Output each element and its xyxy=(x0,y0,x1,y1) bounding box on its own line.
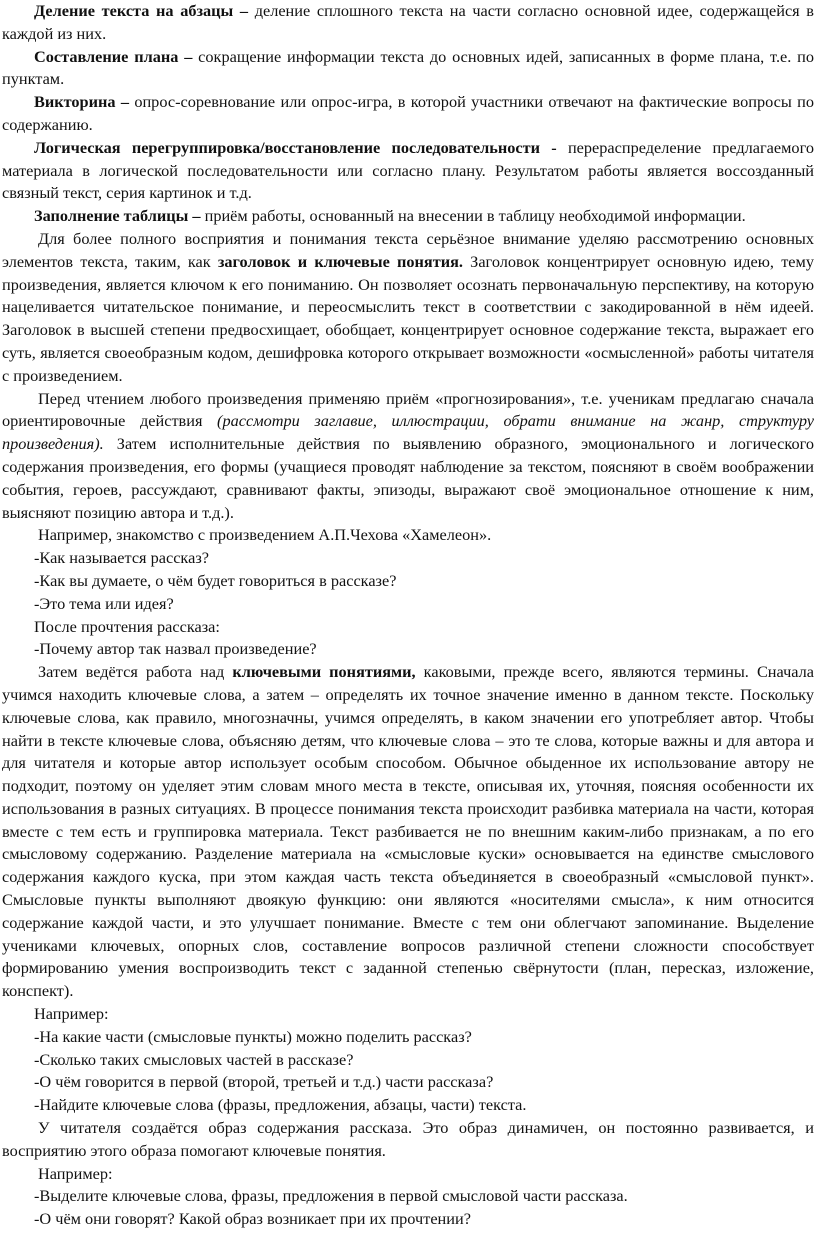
definition-paragraph xyxy=(2,205,814,228)
definition-paragraph xyxy=(2,0,814,46)
definition-text: приём работы, основанный на внесении в таблицу необходимой информации. xyxy=(200,206,746,226)
question-line: -На какие части (смысловые пункты) можно поделить рассказ? xyxy=(34,1026,472,1046)
definition-term: Логическая перегруппировка/восстановление последовательности - xyxy=(34,137,557,157)
definition-term: Составление плана – xyxy=(34,46,193,66)
text-run: Заголовок концентрирует основную идею, тему произведения, является ключом к его пониманию. Он позволяет осознать первоначальную перспективу, на которую нацеливается читательское понимание, и переосмыслить текст в соответствии с закодированной в нём идеей. Заголовок в высшей степени предвосхищает, обобщает, концентрирует основное содержание текста, выражает его суть, является своеобразным кодом, дешифровка которого открывает возможности «осмысленной» работы читателя с произведением. xyxy=(2,251,814,385)
text-run: Затем исполнительные действия по выявлению образного, эмоционального и логического содержания произведения, его формы (учащиеся проводят наблюдение за текстом, поясняют в своём воображении события, героев, рассуждают, сравнивают факты, эпизоды, выражают своё эмоциональное отношение к ним, выясняют позицию автора и т.д.). xyxy=(2,434,814,522)
bold-phrase: ключевыми понятиями, xyxy=(232,662,416,682)
definition-term: Заполнение таблицы – xyxy=(34,206,201,226)
definition-paragraph xyxy=(2,91,814,137)
question-line: -О чём говорится в первой (второй, третьей и т.д.) части рассказа? xyxy=(34,1072,494,1092)
image-paragraph: У читателя создаётся образ содержания рассказа. Это образ динамичен, он постоянно развивается, и восприятию этого образа помогают ключевые понятия. xyxy=(2,1118,814,1160)
definition-text: опрос-соревнование или опрос-игра, в которой участники отвечают на фактические вопросы по содержанию. xyxy=(2,92,814,134)
question-line: -Почему автор так назвал произведение? xyxy=(34,639,317,659)
question-line: -Как вы думаете, о чём будет говориться в рассказе? xyxy=(34,570,397,590)
keywords-paragraph xyxy=(2,661,814,1003)
question-line: -Сколько таких смысловых частей в рассказе? xyxy=(34,1049,354,1069)
bold-phrase: заголовок и ключевые понятия. xyxy=(217,251,463,271)
title-paragraph xyxy=(2,228,814,388)
definition-text: сокращение информации текста до основных идей, записанных в форме плана, т.е. по пунктам. xyxy=(2,46,814,89)
question-line: -Как называется рассказ? xyxy=(34,548,209,568)
definition-term: Викторина – xyxy=(34,92,129,112)
question-line: -Это тема или идея? xyxy=(34,593,174,613)
forecast-paragraph xyxy=(2,388,814,525)
italic-phrase: (рассмотри заглавие, иллюстрации, обрати внимание на жанр, структуру произведения). xyxy=(2,411,815,454)
text-run: каковыми, прежде всего, являются термины. Сначала учимся находить ключевые слова, а затем – определять их точное значение именно в данном тексте. Поскольку ключевые слова, как правило, многозначны, учимся определять, в каком значении его употребляет автор. Чтобы найти в тексте ключевые слова, объясняю детям, что ключевые слова – это те слова, которые важны и для автора и для читателя и которые автор использует особым способом. Обычное обыденное их использование автору не подходит, поэтому он уделяет этим словам много места в тексте, описывая их, уточняя, поясняя особенности их использования в разных ситуациях. В процессе понимания текста происходит разбивка материала на части, которая вместе с тем есть и группировка материала. Текст разбивается не по внешним каким-либо признакам, а по его смысловому содержанию. Разделение материала на «смысловые куски» основывается на единстве смыслового содержания каждого куска, при этом каждая часть текста объединяется в своеобразный «смысловой пункт». Смысловые пункты выполняют двоякую функцию: они являются «носителями смысла», к ним относится содержание каждой части, и это улучшает понимание. Вместе с тем они облегчают запоминание. Выделение учениками ключевых, опорных слов, составление вопросов различной степени сложности способствует формированию умения воспроизводить текст с заданной степенью свёрнутости (план, пересказ, изложение, конспект). xyxy=(2,662,814,1001)
example-intro: Например: xyxy=(34,1004,109,1024)
question-line: -Найдите ключевые слова (фразы, предложения, абзацы, части) текста. xyxy=(34,1095,527,1115)
example-intro: Например: xyxy=(38,1163,113,1183)
question-line: -О чём они говорят? Какой образ возникает при их прочтении? xyxy=(34,1209,471,1229)
definition-paragraph xyxy=(2,137,814,205)
definition-term: Деление текста на абзацы – xyxy=(34,1,249,20)
definition-text: деление сплошного текста на части согласно основной идее, содержащейся в каждой из них. xyxy=(2,1,814,43)
text-run: Затем ведётся работа над xyxy=(38,662,233,682)
example-intro: Например, знакомство с произведением А.П.Чехова «Хамелеон». xyxy=(38,525,492,545)
example-note: После прочтения рассказа: xyxy=(34,616,220,636)
definition-paragraph xyxy=(2,46,814,92)
text-run: Перед чтением любого произведения применяю приём «прогнозирования», т.е. ученикам предлагаю сначала ориентировочные действия xyxy=(2,388,814,431)
definition-text: перераспределение предлагаемого материала в логической последовательности или согласно плану. Результатом работы является воссозданный связный текст, серия картинок и т.д. xyxy=(2,137,814,203)
text-run: Для более полного восприятия и понимания текста серьёзное внимание уделяю рассмотрению основных элементов текста, таким, как xyxy=(2,228,814,271)
question-line: -Выделите ключевые слова, фразы, предложения в первой смысловой части рассказа. xyxy=(34,1186,628,1206)
